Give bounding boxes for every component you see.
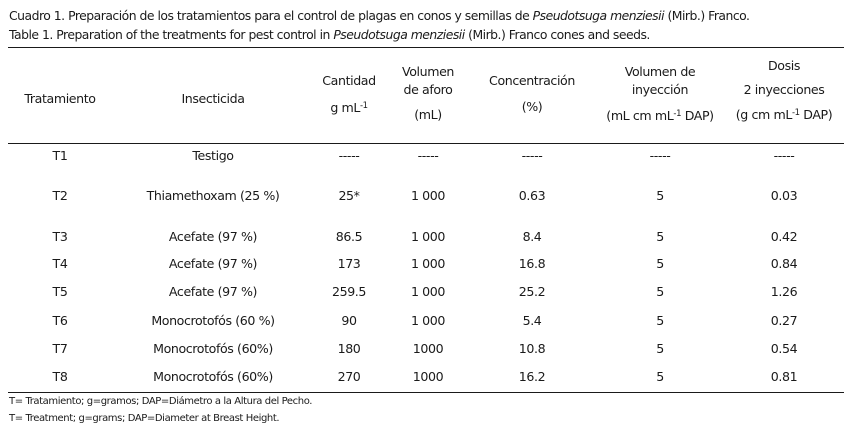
header-cantidad: Cantidad g $mL^{-1}$ — [322, 73, 376, 115]
cell-insecticida: Monocrotofós (60%) — [153, 369, 273, 384]
cell-cantidad: ----- — [338, 148, 360, 163]
cell-tratamiento: T5 — [52, 284, 68, 299]
cell-volumen-aforo: ----- — [417, 148, 439, 163]
cell-insecticida: Acefate (97 %) — [168, 229, 258, 244]
cell-insecticida: Acefate (97 %) — [168, 284, 258, 299]
cell-tratamiento: T4 — [52, 256, 68, 271]
cell-volumen-inyeccion: 5 — [656, 369, 664, 384]
cell-concentracion: 5.4 — [522, 313, 542, 328]
cell-cantidad: 259.5 — [331, 284, 367, 299]
cell-volumen-aforo: 1 000 — [410, 256, 446, 271]
cell-volumen-aforo: 1000 — [412, 341, 444, 356]
cell-concentracion: 8.4 — [522, 229, 542, 244]
cell-cantidad: 90 — [341, 313, 357, 328]
cell-cantidad: 25* — [338, 188, 360, 203]
header-concentracion: Concentración (%) — [489, 73, 575, 114]
cell-dosis: 0.42 — [770, 229, 798, 244]
cell-volumen-inyeccion: ----- — [649, 148, 671, 163]
header-insecticida: Insecticida — [181, 91, 245, 106]
cell-tratamiento: T6 — [52, 313, 68, 328]
cell-insecticida: Monocrotofós (60 %) — [151, 313, 275, 328]
cell-cantidad: 270 — [337, 369, 361, 384]
cell-tratamiento: T1 — [52, 148, 68, 163]
caption-spanish — [9, 8, 750, 23]
cell-volumen-aforo: 1 000 — [410, 188, 446, 203]
cell-dosis: ----- — [773, 148, 795, 163]
cell-volumen-aforo: 1 000 — [410, 284, 446, 299]
caption-en-pre: Table 1. Preparation of the treatments for pest control in — [9, 27, 334, 42]
caption-es-species: Pseudotsuga menziesii — [532, 8, 665, 23]
cell-tratamiento: T7 — [52, 341, 68, 356]
cell-volumen-inyeccion: 5 — [656, 188, 664, 203]
cell-cantidad: 173 — [337, 256, 361, 271]
cell-volumen-aforo: 1 000 — [410, 229, 446, 244]
table-top-rule — [8, 47, 844, 48]
cell-tratamiento: T3 — [52, 229, 68, 244]
cell-insecticida: Acefate (97 %) — [168, 256, 258, 271]
cell-dosis: 0.54 — [770, 341, 798, 356]
header-dosis: Dosis 2 inyecciones (g cm $mL^{-1}$ DAP) — [735, 58, 833, 122]
table-header-rule — [8, 143, 844, 144]
header-volumen-inyeccion: Volumen de inyección (mL cm $mL^{-1}$ DAP) — [606, 64, 714, 123]
table-bottom-rule — [8, 392, 844, 393]
cell-dosis: 0.03 — [770, 188, 798, 203]
cell-dosis: 0.81 — [770, 369, 798, 384]
cell-tratamiento: T8 — [52, 369, 68, 384]
header-volumen-aforo: Volumen de aforo (mL) — [401, 64, 455, 122]
cell-concentracion: ----- — [521, 148, 543, 163]
cell-cantidad: 86.5 — [335, 229, 363, 244]
cell-insecticida: Thiamethoxam (25 %) — [146, 188, 280, 203]
caption-en-post: (Mirb.) Franco cones and seeds. — [464, 27, 650, 42]
cell-concentracion: 10.8 — [518, 341, 546, 356]
cell-volumen-aforo: 1000 — [412, 369, 444, 384]
cell-volumen-inyeccion: 5 — [656, 229, 664, 244]
cell-volumen-inyeccion: 5 — [656, 341, 664, 356]
cell-insecticida: Testigo — [192, 148, 234, 163]
cell-dosis: 0.84 — [770, 256, 798, 271]
header-tratamiento: Tratamiento — [24, 91, 96, 106]
cell-cantidad: 180 — [337, 341, 361, 356]
cell-dosis: 1.26 — [770, 284, 798, 299]
cell-concentracion: 16.8 — [518, 256, 546, 271]
cell-dosis: 0.27 — [770, 313, 798, 328]
caption-english — [9, 27, 650, 42]
cell-volumen-inyeccion: 5 — [656, 284, 664, 299]
cell-concentracion: 25.2 — [518, 284, 546, 299]
footnote-english: T= Treatment; g=grams; DAP=Diameter at Breast Height. — [9, 413, 280, 424]
cell-volumen-aforo: 1 000 — [410, 313, 446, 328]
cell-tratamiento: T2 — [52, 188, 68, 203]
cell-insecticida: Monocrotofós (60%) — [153, 341, 273, 356]
caption-es-pre: Cuadro 1. Preparación de los tratamientos para el control de plagas en conos y semillas de — [9, 8, 533, 23]
caption-es-post: (Mirb.) Franco. — [664, 8, 750, 23]
cell-concentracion: 16.2 — [518, 369, 546, 384]
footnote-spanish: T= Tratamiento; g=gramos; DAP=Diámetro a la Altura del Pecho. — [9, 396, 313, 407]
cell-concentracion: 0.63 — [518, 188, 546, 203]
caption-en-species: Pseudotsuga menziesii — [333, 27, 465, 42]
cell-volumen-inyeccion: 5 — [656, 256, 664, 271]
cell-volumen-inyeccion: 5 — [656, 313, 664, 328]
